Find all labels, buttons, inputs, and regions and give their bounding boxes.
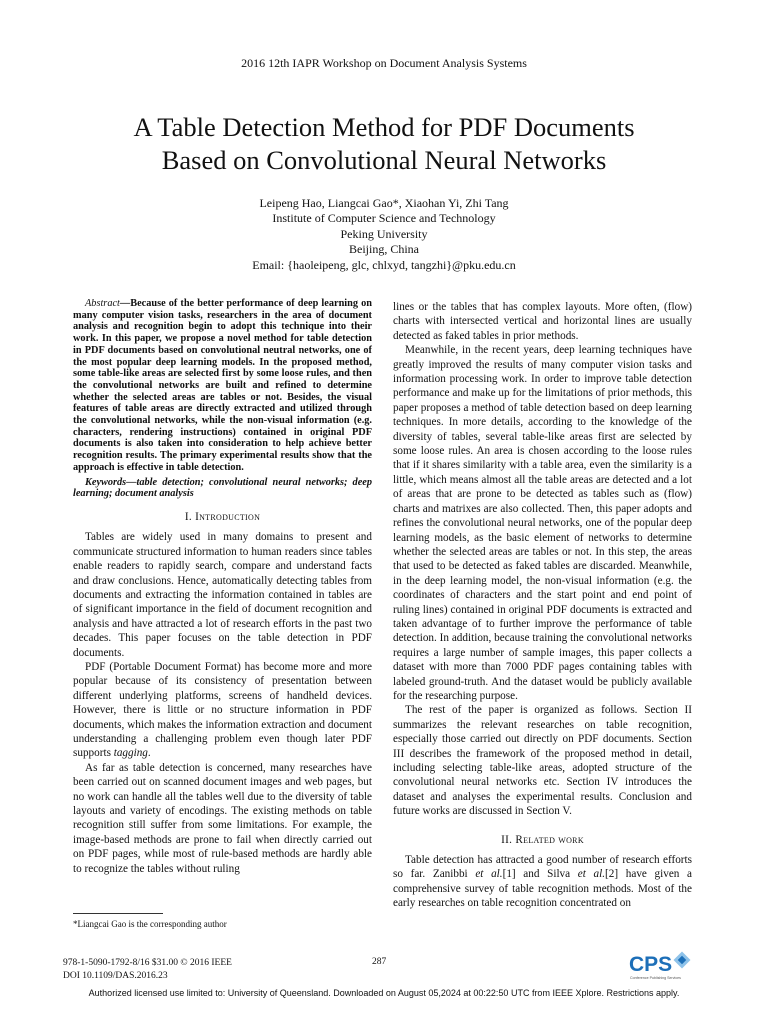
page-number: 287 — [372, 957, 387, 967]
footnote-divider — [73, 913, 163, 914]
authorized-use-notice: Authorized licensed use limited to: University of Queensland. Downloaded on August 05,2024 at 00:22:50 UTC from IEEE Xplore. Restrictions apply. — [88, 988, 680, 998]
cps-logo-diamond-icon — [674, 952, 691, 969]
intro-p2-italic: tagging — [113, 747, 148, 760]
author-email: Email: {haoleipeng, glc, chlxyd, tangzhi}@pku.edu.cn — [252, 257, 516, 272]
intro-p2-text: PDF (Portable Document Format) has become more and more popular because of its consistency of presentation between different underlying platforms, screens of handheld devices. However, there is little or no structure information in PDF documents, which makes the information extraction and document understanding a challenging problem even though later PDF supports — [73, 661, 372, 760]
cps-logo-text: CPS — [629, 953, 673, 976]
author-names: Leipeng Hao, Liangcai Gao*, Xiaohan Yi, Zhi Tang — [259, 196, 509, 210]
related-etal-2: et al. — [577, 868, 606, 881]
cps-logo — [628, 948, 692, 982]
workshop-header: 2016 12th IAPR Workshop on Document Analysis Systems — [241, 56, 527, 70]
section-2-heading — [393, 833, 692, 847]
author-location: Beijing, China — [349, 242, 419, 257]
author-block — [0, 196, 768, 273]
abstract-text: —Because of the better performance of deep learning on many computer vision tasks, researchers in the area of document analysis and recognition begin to adopt this technique into their work. In this paper, we propose a novel method for table detection in PDF documents based on convolutional neutral networks, one of the most popular deep learning models. In the proposed method, some table-like areas are selected first by some loose rules, and then the convolutional networks are built and refined to determine whether the selected areas are tables or not. Besides, the visual features of table areas are directly extracted and utilized through the convolutional networks, while the non-visual information (e.g. characters, rendering instructions) contained in original PDF documents is also taken into consideration to help achieve better recognition results. The primary experimental results show that the approach is effective in table detection. — [73, 298, 372, 473]
footer-publication-info — [63, 957, 232, 983]
author-university: Peking University — [340, 226, 428, 241]
abstract — [73, 298, 372, 474]
intro-paragraph-4: Meanwhile, in the recent years, deep learning techniques have greatly improved the results of many computer vision tasks and information processing work. In order to improve table detection performance and make up for the limitations of prior methods, this paper proposes a method of table detection based on deep learning techniques. In more details, according to the knowledge of the diversity of tables, several table-like areas first are selected by some loose rules. An area is chosen according to the loose rules that if it shares similarity with a table area, even the similarity is a little, which means almost all the table areas are detected and a lot of areas that are prone to be detected as tables such as (flow) charts and matrixes are also collected. Then, this paper adopts and refines the convolutional neural networks, one of the popular deep learning models, as the basic element of networks to determine whether the selected areas are tables or not. In this step, the areas that used to be detected as faked tables are discarded. Meanwhile, in the deep learning model, the non-visual information (e.g. the coordinates of characters and the start point and end point of ruling lines) contained in original PDF documents is extracted and taken advantage of to further improve the performance of table detection. In addition, because training the convolutional networks requires a large number of sample images, this paper collects a dataset with more than 7000 PDF pages containing tables with labeled ground-truth. And the dataset would be publicly available for the researching purpose. — [393, 344, 692, 702]
section-1-title: Introduction — [195, 510, 261, 523]
right-column — [393, 300, 692, 911]
intro-paragraph-5: The rest of the paper is organized as follows. Section II summarizes the relevant researches on table recognition, especially those carried out directly on PDF documents. Section III describes the framework of the proposed method in detail, including selecting table-like areas, adopted structure of the convolutional neural networks etc. Section IV introduces the dataset and analyses the experimental results. Conclusion and future works are discussed in Section V. — [393, 704, 692, 818]
paper-title — [60, 111, 708, 177]
keywords: Keywords—table detection; convolutional neural networks; deep learning; document analysis — [73, 476, 372, 500]
footer-isbn: 978-1-5090-1792-8/16 $31.00 © 2016 IEEE — [63, 958, 232, 968]
section-1-numeral: I. — [184, 510, 192, 523]
intro-p2-end: . — [147, 747, 151, 760]
section-2-title: Related work — [515, 833, 584, 846]
author-institute: Institute of Computer Science and Technology — [272, 211, 496, 226]
abstract-label: Abstract — [85, 298, 120, 309]
title-line-1: A Table Detection Method for PDF Documents — [133, 112, 635, 142]
related-etal-1: et al. — [475, 868, 503, 881]
intro-paragraph-3-continued: lines or the tables that has complex layouts. More often, (flow) charts with intersected vertical and horizontal lines are usually detected as faked tables in prior methods. — [393, 301, 692, 342]
related-p1-b: [1] and Silva — [502, 868, 578, 881]
intro-paragraph-3: As far as table detection is concerned, many researches have been carried out on scanned document images and web pages, but no work can handle all the tables well due to the diversity of table layouts and variety of encodings. The existing methods on table recognition still suffer from some limitations. For example, the image-based methods are prone to fail when directly carried out on PDF pages, while most of rule-based methods are hardly able to recognize the tables without ruling — [73, 761, 372, 875]
cps-logo-subtitle: Conference Publishing Services — [630, 976, 681, 980]
related-p1-a: Table detection has attracted a good number of research efforts so far. Zanibbi — [393, 854, 692, 881]
footnote: *Liangcai Gao is the corresponding author — [73, 919, 227, 929]
footer-doi: DOI 10.1109/DAS.2016.23 — [63, 971, 168, 981]
intro-paragraph-2 — [73, 660, 372, 761]
section-2-numeral: II. — [501, 833, 513, 846]
intro-paragraph-1: Tables are widely used in many domains to present and communicate structured information to human readers since tables enable readers to rapidly search, compare and understand facts and draw conclusions. Hence, automatically detecting tables from documents and extracting the information contained in tables are of significant importance in the field of document recognition and analysis and have attracted a lot of research efforts in the past two decades. This paper focuses on the table detection in PDF documents. — [73, 531, 372, 659]
related-paragraph-1 — [393, 853, 692, 911]
related-p1-c: [2] have given a comprehensive survey of table recognition methods. Most of the early researches on table recognition concentrated on — [393, 868, 693, 910]
section-1-heading — [73, 510, 372, 524]
left-column — [73, 298, 372, 876]
title-line-2: Based on Convolutional Neural Networks — [161, 145, 607, 175]
